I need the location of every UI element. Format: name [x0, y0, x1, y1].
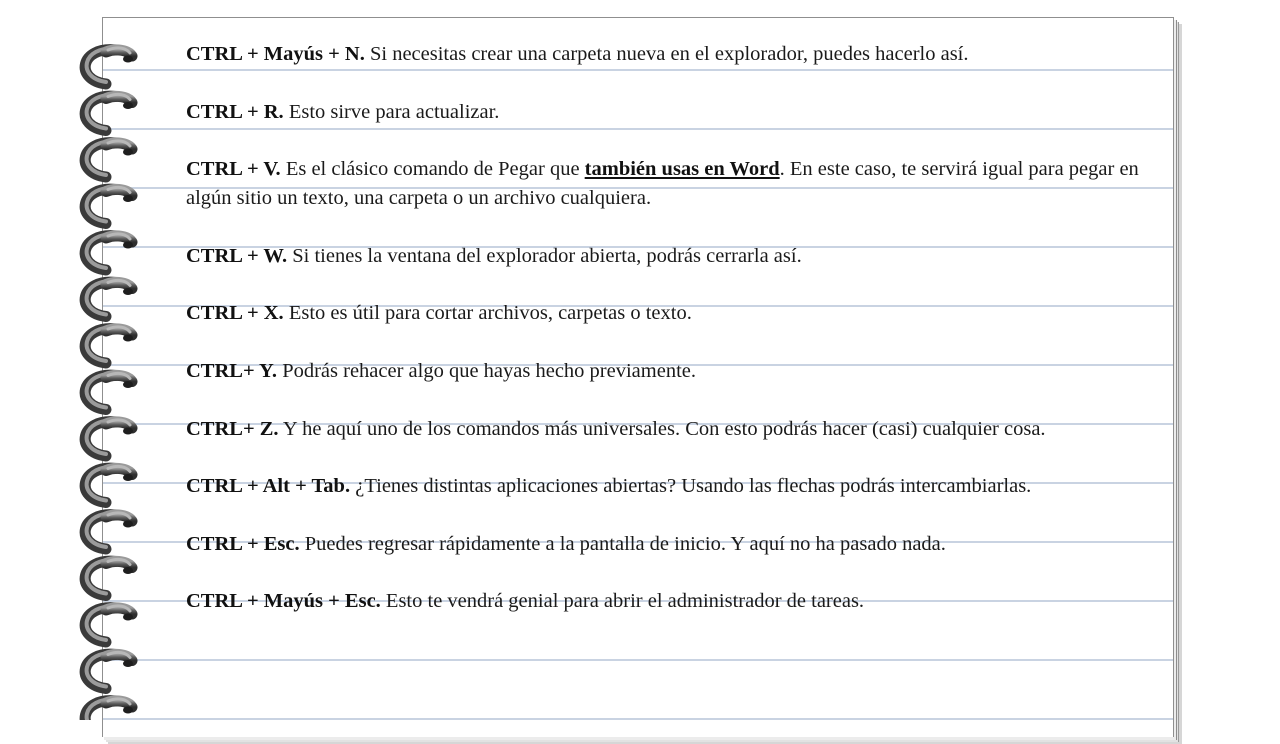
shortcut-list — [186, 40, 1148, 645]
list-item — [186, 415, 1148, 444]
shortcut-description: Puedes regresar rápidamente a la pantalla de inicio. Y aquí no ha pasado nada. — [299, 532, 946, 555]
binding-ring-icon — [85, 652, 133, 688]
binding-ring-icon — [85, 187, 133, 223]
shortcut-description: Esto es útil para cortar archivos, carpetas o texto. — [283, 302, 692, 325]
list-item — [186, 155, 1148, 213]
binding-ring-icon — [85, 94, 133, 130]
binding-ring-icon — [85, 699, 133, 720]
shortcut-description: Esto sirve para actualizar. — [283, 100, 500, 123]
shortcut-keys: CTRL+ Z. — [186, 417, 279, 440]
shortcut-description-cont: . En este caso, te servirá igual para pegar en algún sitio un texto, una carpeta o un archivo cualquiera. — [186, 158, 1139, 210]
shortcut-keys: CTRL+ Y. — [186, 359, 278, 382]
shortcut-description: Esto te vendrá genial para abrir el administrador de tareas. — [380, 590, 865, 613]
list-item — [186, 472, 1148, 501]
shortcut-keys: CTRL + Alt + Tab. — [186, 475, 351, 498]
spiral-binding-icon — [66, 0, 146, 720]
list-item — [186, 40, 1148, 69]
shortcut-description: Si tienes la ventana del explorador abierta, podrás cerrarla así. — [287, 244, 802, 267]
binding-ring-icon — [85, 48, 133, 84]
binding-ring-icon — [85, 606, 133, 642]
binding-ring-icon — [85, 559, 133, 595]
list-item — [186, 587, 1148, 616]
shortcut-keys: CTRL + R. — [186, 100, 284, 123]
shortcut-description: Podrás rehacer algo que hayas hecho previamente. — [277, 359, 696, 382]
list-item — [186, 357, 1148, 386]
list-item — [186, 242, 1148, 271]
binding-ring-icon — [85, 280, 133, 316]
binding-ring-icon — [85, 234, 133, 270]
list-item — [186, 98, 1148, 127]
binding-ring-icon — [85, 327, 133, 363]
shortcut-keys: CTRL + W. — [186, 244, 288, 267]
word-link[interactable]: también usas en Word — [584, 158, 780, 181]
binding-ring-icon — [85, 141, 133, 177]
shortcut-description: Si necesitas crear una carpeta nueva en el explorador, puedes hacerlo así. — [364, 43, 969, 65]
binding-ring-icon — [85, 466, 133, 502]
binding-ring-icon — [85, 513, 133, 549]
list-item — [186, 530, 1148, 559]
shortcut-keys: CTRL + X. — [186, 302, 284, 325]
shortcut-description: Y he aquí uno de los comandos más universales. Con esto podrás hacer (casi) cualquier cosa. — [278, 417, 1046, 440]
shortcut-keys: CTRL + Mayús + N. — [186, 43, 365, 65]
shortcut-keys: CTRL + V. — [186, 158, 281, 181]
shortcut-keys: CTRL + Mayús + Esc. — [186, 590, 381, 613]
binding-ring-icon — [85, 373, 133, 409]
binding-ring-icon — [85, 420, 133, 456]
shortcut-keys: CTRL + Esc. — [186, 532, 300, 555]
shortcut-description: Es el clásico comando de Pegar que — [280, 158, 585, 181]
shortcut-description: ¿Tienes distintas aplicaciones abiertas? Usando las flechas podrás intercambiarlas. — [350, 475, 1032, 498]
list-item — [186, 299, 1148, 328]
